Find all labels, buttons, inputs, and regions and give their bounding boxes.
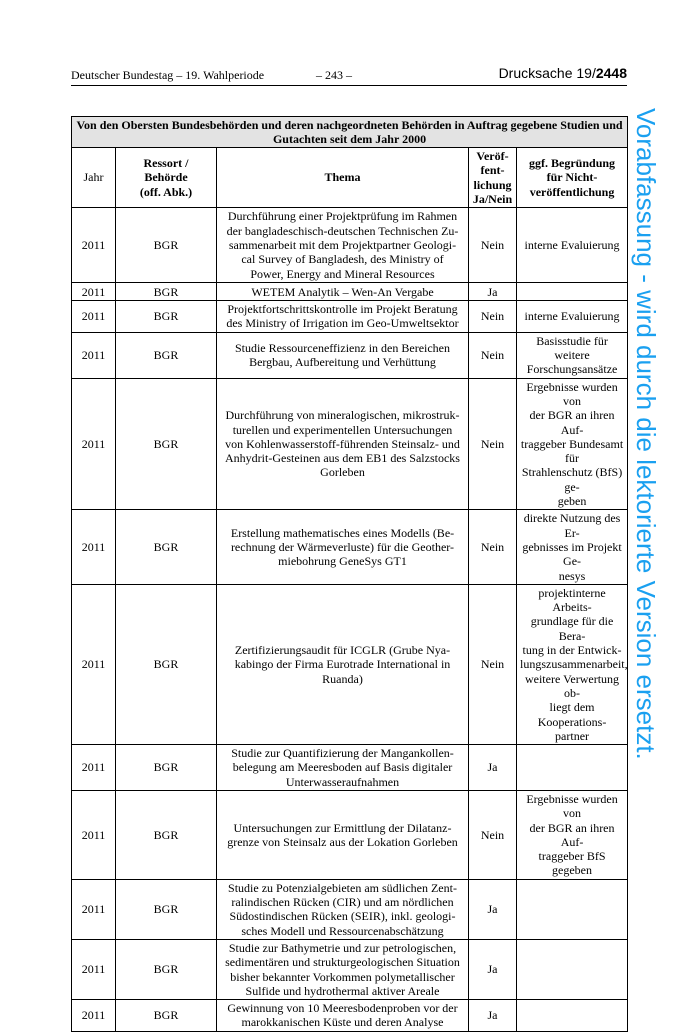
cell-veroeffentlichung: Nein — [469, 332, 517, 378]
cell-veroeffentlichung: Ja — [469, 939, 517, 999]
text-line: Zertifizierungsaudit für ICGLR (Grube Nya- — [234, 643, 451, 658]
cell-begruendung — [517, 301, 628, 333]
cell-year: 2011 — [72, 301, 116, 333]
text-line: kabingo der Firma Eurotrade International in — [234, 657, 451, 672]
cell-begruendung — [517, 745, 628, 791]
header-rule — [71, 85, 627, 86]
column-header-veroeffentlichung — [469, 148, 517, 208]
text-line: Projektfortschrittskontrolle im Projekt Beratung — [227, 302, 458, 317]
cell-ressort: BGR — [116, 301, 217, 333]
text-line: Power, Energy and Mineral Resources — [250, 266, 435, 281]
watermark: Vorabfassung - wird durch die lektorierte Version ersetzt. — [631, 108, 661, 760]
text-line: interne Evaluierung — [524, 238, 620, 253]
text-line: sches Modell und Ressourcenabschätzung — [241, 923, 444, 938]
cell-begruendung — [517, 1000, 628, 1032]
text-line: Durchführung einer Projektprüfung im Rahmen — [227, 209, 458, 224]
drucksache-label: Drucksache — [498, 65, 573, 81]
drucksache-prefix: 19/ — [576, 65, 596, 81]
text-line: Ruanda) — [322, 671, 363, 686]
text-line: Strahlenschutz (BfS) ge- — [521, 465, 623, 494]
cell-begruendung — [517, 939, 628, 999]
cell-year: 2011 — [72, 378, 116, 510]
cell-thema — [217, 879, 469, 939]
cell-ressort: BGR — [116, 745, 217, 791]
cell-veroeffentlichung: Nein — [469, 208, 517, 283]
cell-begruendung — [517, 879, 628, 939]
cell-veroeffentlichung: Ja — [469, 1000, 517, 1032]
text-line: des Ministry of Irrigation im Geo-Umweltsektor — [226, 316, 459, 331]
table-row — [72, 301, 628, 333]
text-line: gebnisses im Projekt Ge- — [522, 539, 622, 569]
text-line: Anhydrit-Gesteinen aus dem EB1 des Salzstocks — [225, 451, 460, 466]
cell-ressort: BGR — [116, 790, 217, 879]
column-header-jahr: Jahr — [72, 148, 116, 208]
cell-thema — [217, 378, 469, 510]
text-line: Bergbau, Aufbereitung und Verhüttung — [249, 355, 436, 370]
table-row — [72, 510, 628, 584]
cell-year: 2011 — [72, 790, 116, 879]
text-line: Gewinnung von 10 Meeresbodenproben vor der — [227, 1001, 458, 1016]
cell-ressort: BGR — [116, 332, 217, 378]
table-row — [72, 1000, 628, 1032]
text-line: weitere Verwertung ob- — [524, 671, 620, 700]
cell-ressort: BGR — [116, 1000, 217, 1032]
drucksache-bold-number: 2448 — [595, 65, 627, 81]
cell-begruendung — [517, 332, 628, 378]
table-row — [72, 790, 628, 879]
text-line: traggeber Bundesamt für — [520, 436, 624, 466]
text-line: marokkanischen Küste und deren Analyse — [241, 1015, 444, 1030]
cell-year: 2011 — [72, 332, 116, 378]
cell-thema — [217, 939, 469, 999]
text-line: der BGR an ihren Auf- — [529, 820, 615, 849]
drucksache-number — [499, 65, 627, 81]
cell-begruendung — [517, 790, 628, 879]
cell-thema — [217, 332, 469, 378]
cell-veroeffentlichung: Nein — [469, 510, 517, 584]
cell-year: 2011 — [72, 584, 116, 744]
text-line: Ressort / — [143, 156, 189, 171]
text-line: Gorleben — [320, 465, 365, 480]
text-line: grenze von Steinsalz aus der Lokation Gorleben — [227, 834, 458, 849]
cell-thema — [217, 301, 469, 333]
text-line: rechnung der Wärmeverluste) für die Geother- — [230, 539, 455, 554]
text-line: cal Survey of Bangladesh, des Ministry of — [241, 252, 444, 267]
cell-begruendung — [517, 510, 628, 584]
cell-thema — [217, 510, 469, 584]
text-line: tung in der Entwick- — [522, 643, 622, 658]
text-line: ggf. Begründung — [529, 156, 616, 171]
table-row — [72, 939, 628, 999]
text-line: Ergebnisse wurden von — [526, 379, 618, 408]
publication-title: Deutscher Bundestag – 19. Wahlperiode — [71, 68, 265, 82]
cell-year: 2011 — [72, 745, 116, 791]
text-line: der BGR an ihren Auf- — [529, 408, 615, 437]
page-number: – 243 – — [316, 68, 352, 82]
text-line: nesys — [558, 568, 586, 583]
cell-ressort: BGR — [116, 584, 217, 744]
text-line: Studie zu Potenzialgebieten am südlichen Zent- — [228, 880, 457, 895]
column-header-ressort — [116, 148, 217, 208]
text-line: geben — [557, 494, 587, 509]
cell-ressort: BGR — [116, 208, 217, 283]
text-line: bisher bekannter Vorkommen polymetallischer — [230, 969, 455, 984]
cell-ressort: BGR — [116, 510, 217, 584]
cell-year: 2011 — [72, 283, 116, 301]
text-line: fent- — [480, 163, 505, 178]
cell-veroeffentlichung: Ja — [469, 745, 517, 791]
cell-begruendung — [517, 378, 628, 510]
text-line: sedimentären und strukturgeologischen Situation — [225, 955, 460, 970]
table-row — [72, 584, 628, 744]
text-line: sammenarbeit mit dem Projektpartner Geologi- — [228, 238, 457, 253]
table-row — [72, 879, 628, 939]
table-row — [72, 378, 628, 510]
cell-thema — [217, 283, 469, 301]
text-line: der bangladeschisch-deutschen Technischen Zu- — [226, 223, 459, 238]
text-line: Basisstudie für weitere — [536, 333, 608, 363]
text-line: lichung — [473, 177, 512, 192]
cell-year: 2011 — [72, 1000, 116, 1032]
text-line: ralindischen Rücken (CIR) und am nördlichen — [231, 895, 454, 910]
text-line: belegung am Meeresboden auf Basis digitaler — [232, 760, 453, 775]
text-line: veröffentlichung — [529, 184, 615, 199]
column-header-begruendung — [517, 148, 628, 208]
text-line: interne Evaluierung — [524, 309, 620, 324]
text-line: Studie zur Bathymetrie und zur petrologischen, — [228, 940, 457, 955]
cell-thema — [217, 208, 469, 283]
cell-veroeffentlichung: Ja — [469, 283, 517, 301]
cell-veroeffentlichung: Ja — [469, 879, 517, 939]
table-row — [72, 745, 628, 791]
cell-veroeffentlichung: Nein — [469, 790, 517, 879]
text-line: Studie Ressourceneffizienz in den Bereichen — [234, 340, 451, 355]
text-line: Sulfide und hydrothermal aktiver Areale — [245, 983, 440, 998]
table-row — [72, 208, 628, 283]
cell-year: 2011 — [72, 208, 116, 283]
text-line: miebohrung GeneSys GT1 — [278, 554, 407, 569]
cell-year: 2011 — [72, 939, 116, 999]
cell-thema — [217, 584, 469, 744]
cell-veroeffentlichung: Nein — [469, 584, 517, 744]
cell-veroeffentlichung: Nein — [469, 301, 517, 333]
text-line: projektinterne Arbeits- — [538, 585, 606, 615]
cell-thema — [217, 745, 469, 791]
text-line: Veröf- — [476, 149, 509, 163]
cell-ressort: BGR — [116, 283, 217, 301]
cell-begruendung — [517, 283, 628, 301]
column-header-thema: Thema — [217, 148, 469, 208]
text-line: Untersuchungen zur Ermittlung der Dilatanz- — [233, 820, 452, 835]
cell-thema — [217, 790, 469, 879]
text-line: turellen und experimentellen Untersuchungen — [232, 422, 453, 437]
table-row — [72, 283, 628, 301]
text-line: Behörde — [144, 170, 188, 185]
studies-table — [71, 116, 628, 1032]
cell-year: 2011 — [72, 879, 116, 939]
text-line: Ergebnisse wurden von — [526, 791, 618, 821]
table-body — [72, 208, 628, 1032]
text-line: direkte Nutzung des Er- — [523, 511, 621, 540]
text-line: von Kohlenwasserstoff-führenden Steinsalz- und — [225, 436, 460, 451]
cell-ressort: BGR — [116, 378, 217, 510]
text-line: Erstellung mathematisches eines Modells (Be- — [230, 525, 455, 540]
text-line: grundlage für die Bera- — [530, 614, 614, 643]
text-line: Durchführung von mineralogischen, mikrostruk- — [225, 408, 460, 423]
cell-veroeffentlichung: Nein — [469, 378, 517, 510]
cell-year: 2011 — [72, 510, 116, 584]
text-line: WETEM Analytik – Wen-An Vergabe — [251, 284, 434, 299]
table-row — [72, 332, 628, 378]
text-line: Studie zur Quantifizierung der Mangankollen- — [231, 746, 454, 761]
text-line: Unterwasseraufnahmen — [285, 774, 400, 789]
page-header — [71, 65, 627, 86]
text-line: Südostindischen Rücken (SEIR), inkl. geologi- — [229, 909, 456, 924]
cell-begruendung — [517, 208, 628, 283]
text-line: für Nicht- — [546, 170, 598, 185]
table-title: Von den Obersten Bundesbehörden und deren nachgeordneten Behörden in Auftrag gegebene Studien und Gutachten seit dem Jahr 2000 — [72, 117, 628, 148]
text-line: (off. Abk.) — [139, 184, 193, 199]
cell-ressort: BGR — [116, 939, 217, 999]
cell-thema — [217, 1000, 469, 1032]
text-line: Forschungsansätze — [526, 362, 618, 377]
cell-ressort: BGR — [116, 879, 217, 939]
text-line: Ja/Nein — [472, 191, 513, 206]
cell-begruendung — [517, 584, 628, 744]
text-line: liegt dem Kooperations- — [537, 700, 607, 729]
text-line: traggeber BfS gegeben — [538, 849, 606, 878]
text-line: lungszusammenarbeit, — [520, 657, 628, 672]
text-line: partner — [555, 728, 590, 743]
